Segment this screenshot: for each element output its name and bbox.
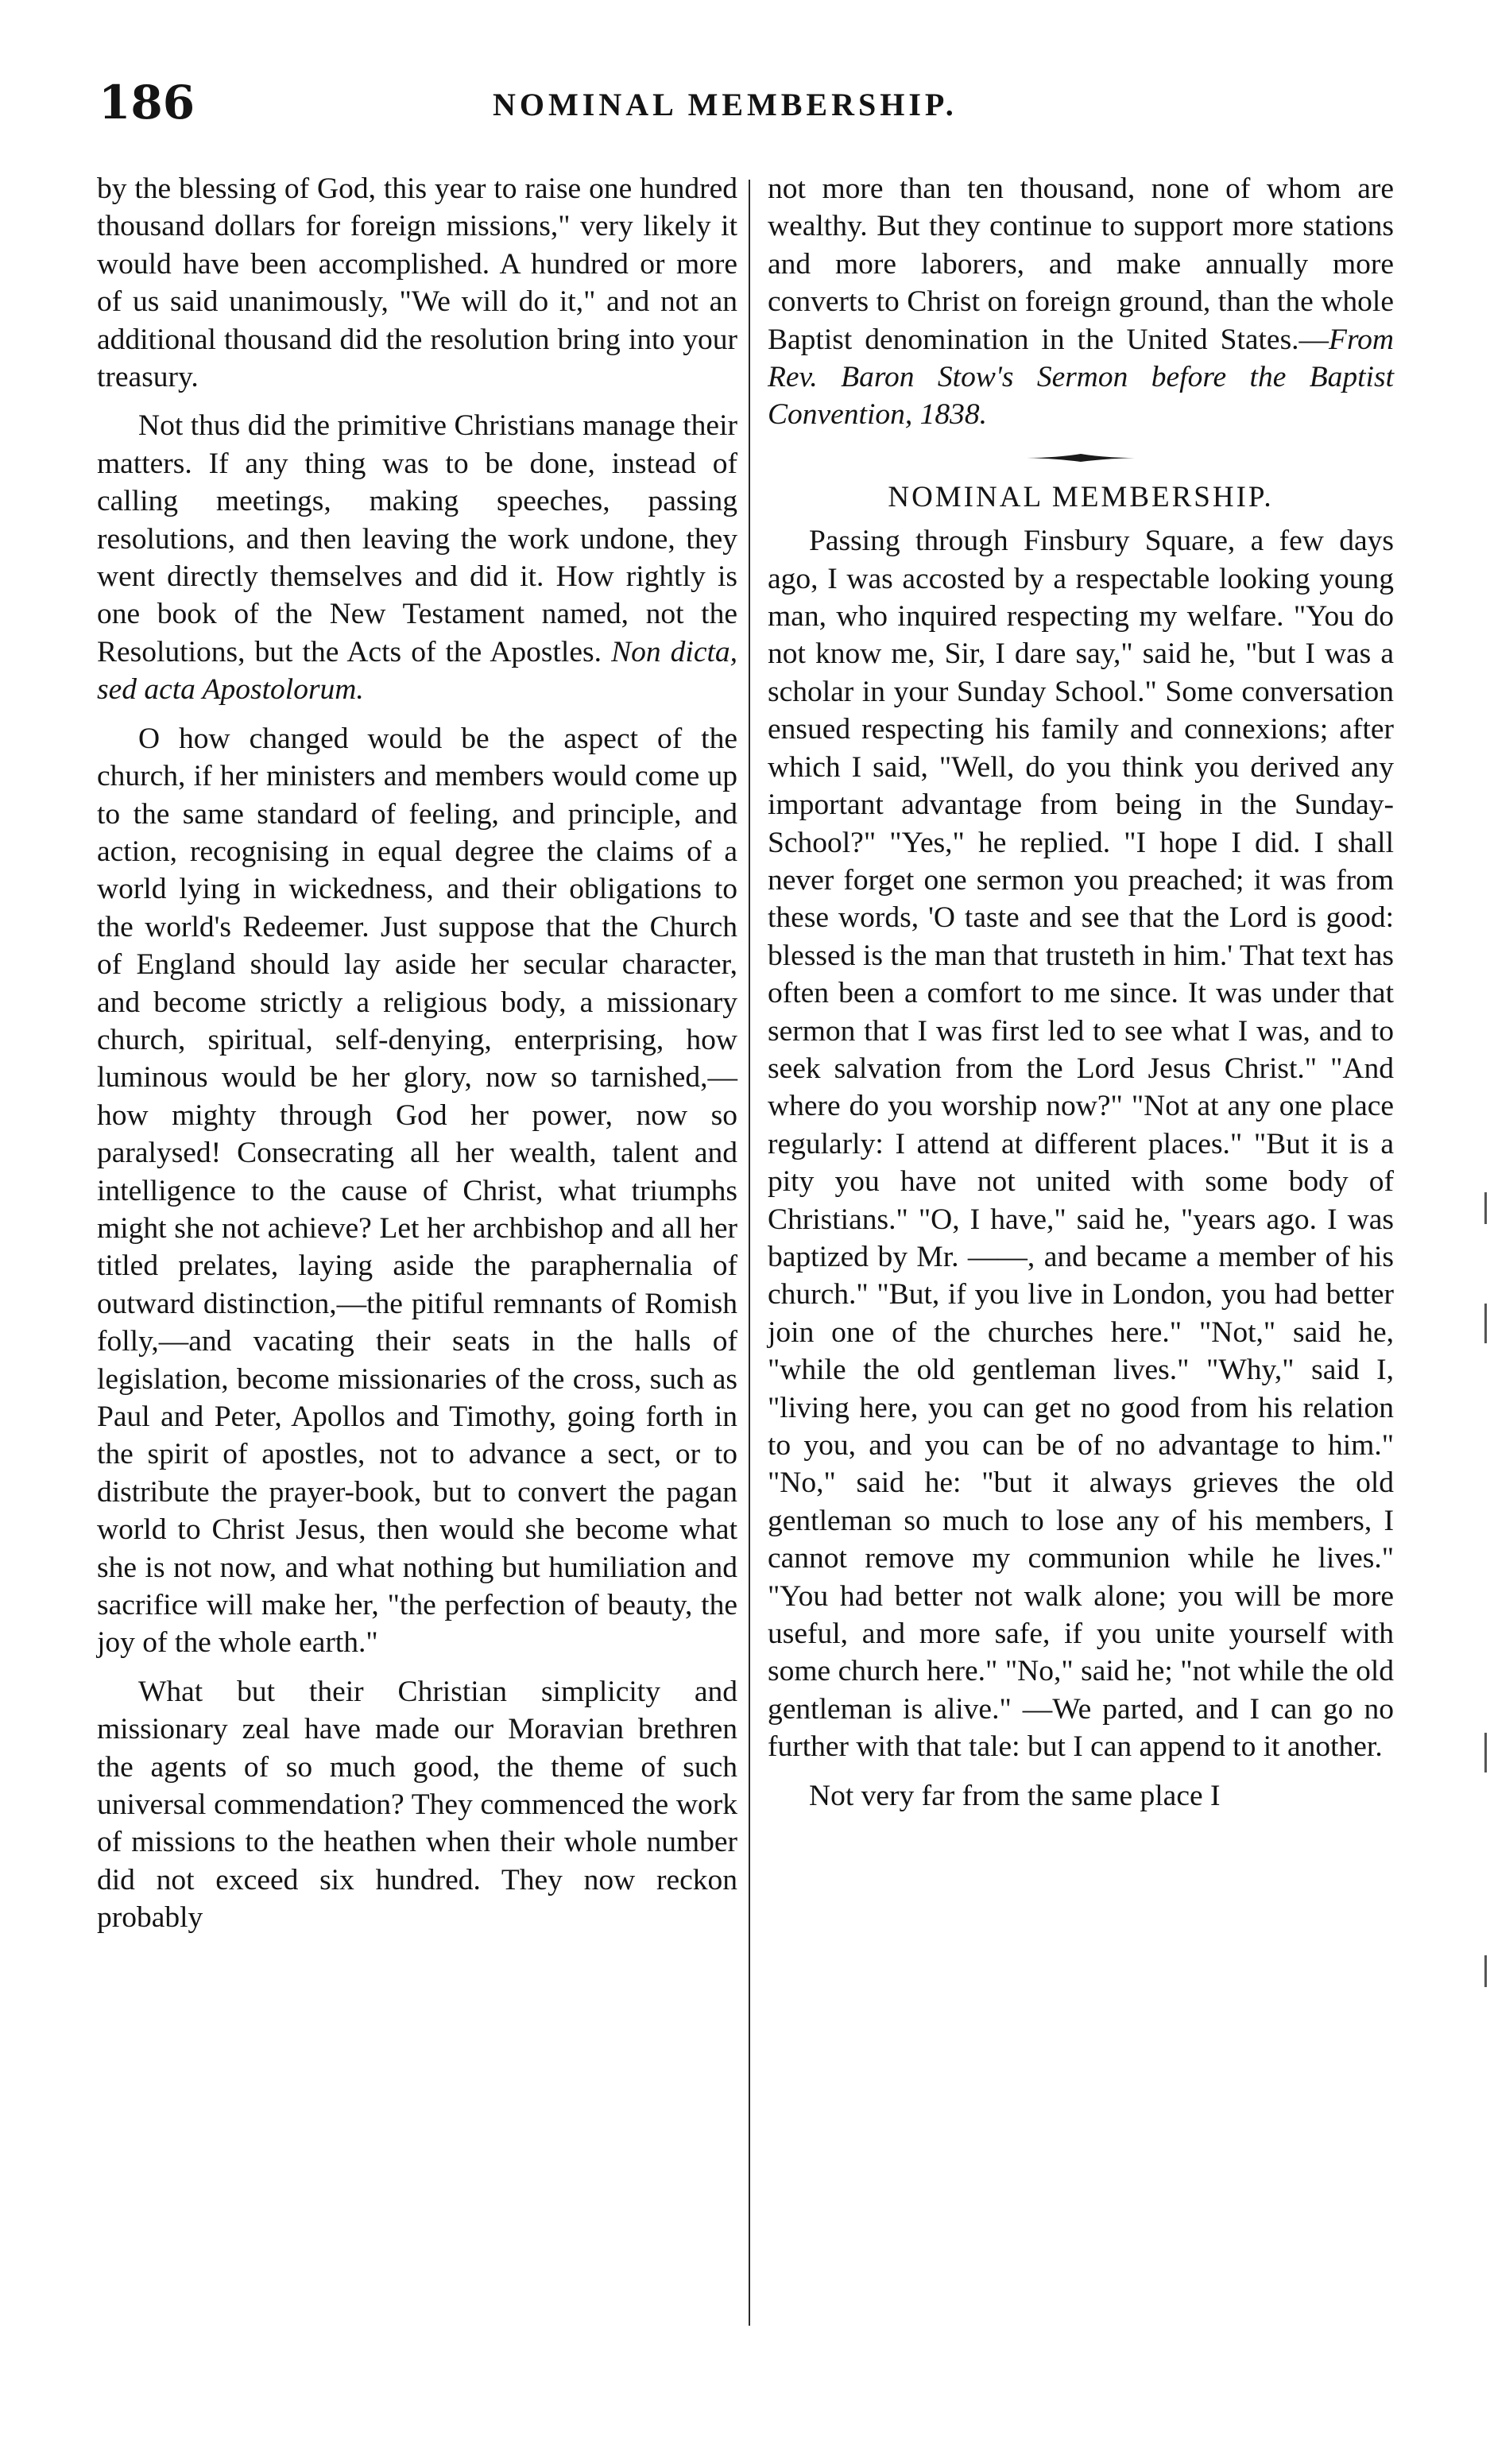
page-number: 186 [99,76,195,130]
running-head: NOMINAL MEMBERSHIP. [493,87,958,122]
left-paragraph-1: by the blessing of God, this year to raise one hundred thousand dollars for foreign missions," very likely it would have been accomplished. A hundred or more of us said unanimously, "We will do it," and not an additional thousand did the resolution bring into your treasury. [97,172,737,394]
edge-mark-3 [1484,1733,1487,1772]
edge-mark-4 [1484,1955,1487,1987]
right-paragraph-2: Passing through Finsbury Square, a few days ago, I was accosted by a respectable looking young man, who inquired respecting my welfare. "You do not know me, Sir, I dare say," said he, "but I was a scholar in your Sunday School." Some conversation ensued respecting his family and connexions; after which I said, "Well, do you think you derived any important advantage from being in the Sunday-School?" "Yes," he replied. "I hope I did. I shall never forget one sermon you preached; it was from these words, 'O taste and see that the Lord is good: blessed is the man that trusteth in him.' That text has often been a comfort to me since. It was under that sermon that I was first led to see what I was, and to seek salvation from the Lord Jesus Christ." "And where do you worship now?" "Not at any one place regularly: I attend at different places." "But it is a pity you have not united with some body of Christians." "O, I have," said he, "years ago. I was baptized by Mr. ——, and became a member of his church." "But, if you live in London, you had better join one of the churches here." "Not," said he, "while the old gentleman lives." "Why," said I, "living here, you can get no good from his relation to you, and you can be of no advantage to him." "No," said he: "but it always grieves the old gentleman so much to lose any of his members, I cannot remove my communion while he lives." "You had better not walk alone; you will be more useful, and more safe, if you unite yourself with some church here." "No," said he; "not while the old gentleman is alive." —We parted, and I can go no further with that tale: but I can append to it another. [768,525,1394,1764]
left-paragraph-2-text: Not thus did the primitive Christians manage their matters. If any thing was to be done, instead of calling meetings, making speeches, passing resolutions, and then leaving the work undone, they went directly themselves and did it. How rightly is one book of the New Testament named, not the Resolutions, but the Acts of the Apostles. [97,409,737,668]
left-paragraph-3: O how changed would be the aspect of the church, if her ministers and members would come up to the same standard of feeling, and principle, and action, recognising in equal degree the claims of a world lying in wickedness, and their obligations to the world's Redeemer. Just suppose that the Church of England should lay aside her secular character, and become strictly a religious body, a missionary church, spiritual, self-denying, enterprising, how luminous would be her glory, now so tarnished,—how mighty through God her power, now so paralysed! Consecrating all her wealth, talent and intelligence to the cause of Christ, what triumphs might she not achieve? Let her archbishop and all her titled prelates, laying aside the paraphernalia of outward distinction,—the pitiful remnants of Romish folly,—and vacating their seats in the halls of legislation, become missionaries of the cross, such as Paul and Peter, Apollos and Timothy, going forth in the spirit of apostles, not to advance a sect, or to distribute the prayer-book, but to convert the pagan world to Christ Jesus, then would she become what she is not now, and what nothing but humiliation and sacrifice will make her, "the perfection of beauty, the joy of the whole earth." [97,722,737,1660]
left-paragraph-2 [97,407,737,708]
edge-mark-2 [1484,1304,1487,1343]
right-paragraph-3: Not very far from the same place I [809,1779,1221,1812]
left-paragraph-4: What but their Christian simplicity and missionary zeal have made our Moravian brethren the agents of so much good, the theme of such universal commendation? They commenced the work of missions to the heathen when their whole number did not exceed six hundred. They now reckon probably [97,1675,737,1935]
right-paragraph-1-text: not more than ten thousand, none of whom are wealthy. But they continue to support more stations and more laborers, and make annually more converts to Christ on foreign ground, than the whole Baptist denomination in the United States.— [768,172,1394,356]
left-column [97,170,737,1937]
right-paragraph-1 [768,170,1394,434]
sermon-source: From Rev. Baron Stow's Sermon before the Baptist Convention, 1838. [768,323,1394,432]
column-rule [749,180,750,2326]
latin-quote: Non dicta, sed acta Apostolorum. [97,635,738,707]
section-heading: NOMINAL MEMBERSHIP. [888,480,1274,513]
ornament-divider-icon [1025,451,1136,464]
right-column [768,170,1394,1815]
edge-mark-1 [1484,1192,1487,1224]
